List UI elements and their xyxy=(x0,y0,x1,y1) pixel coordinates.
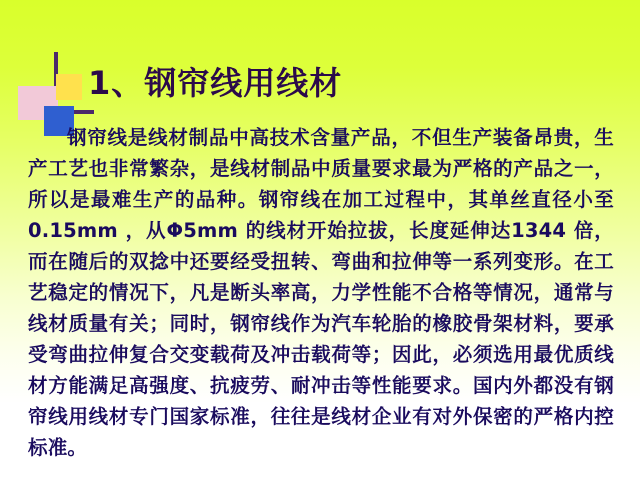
slide-body-paragraph: 钢帘线是线材制品中高技术含量产品，不但生产装备昂贵，生产工艺也非常繁杂，是线材制品中质量要求最为严格的产品之一，所以是最难生产的品种。钢帘线在加工过程中，其单丝直径小至0.15mm ，从Φ5mm 的线材开始拉拔，长度延伸达1344 倍，而在随后的双捻中还要经受扭转、弯曲和拉伸等一系列变形。在工艺稳定的情况下，凡是断头率高，力学性能不合格等情况，通常与线材质量有关；同时，钢帘线作为汽车轮胎的橡胶骨架材料，要承受弯曲拉伸复合交变载荷及冲击载荷等；因此，必须选用最优质线材方能满足高强度、抗疲劳、耐冲击等性能要求。国内外都没有钢帘线用线材专门国家标准，往往是线材企业有对外保密的严格内控标准。 xyxy=(28,126,614,459)
slide-title: 1、钢帘线用线材 xyxy=(88,64,343,102)
motif-yellow-square xyxy=(56,74,82,100)
